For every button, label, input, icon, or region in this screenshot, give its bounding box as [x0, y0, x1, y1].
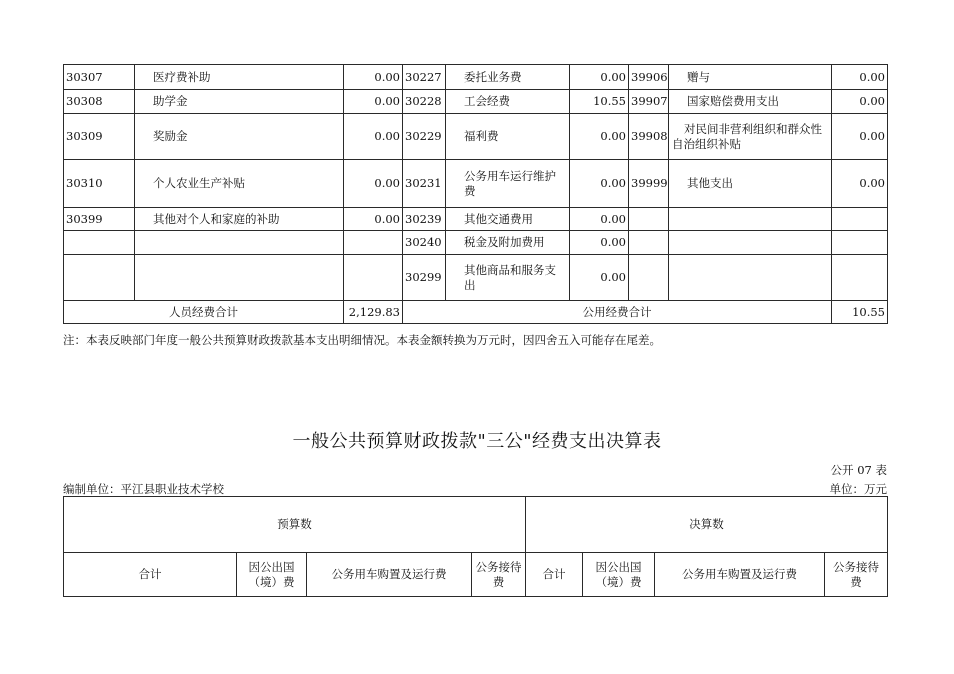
amount: 0.00	[832, 90, 888, 114]
table-row	[64, 208, 888, 231]
economic-code: 30307	[64, 65, 135, 90]
public-total-amount: 10.55	[832, 301, 888, 324]
budget-col-vehicle: 公务用车购置及运行费	[307, 553, 472, 597]
item-name: 委托业务费	[446, 65, 570, 90]
item-name: 其他交通费用	[446, 208, 570, 231]
amount: 0.00	[344, 90, 403, 114]
item-name: 个人农业生产补贴	[135, 160, 344, 208]
amount: 0.00	[832, 114, 888, 160]
final-col-overseas: 因公出国（境）费	[583, 553, 655, 597]
public-total-label: 公用经费合计	[403, 301, 832, 324]
amount	[832, 255, 888, 301]
final-col-total: 合计	[526, 553, 583, 597]
item-name: 奖励金	[135, 114, 344, 160]
item-name: 税金及附加费用	[446, 231, 570, 255]
currency-unit: 单位：万元	[829, 482, 887, 496]
personnel-total-label: 人员经费合计	[64, 301, 344, 324]
subheader-row	[64, 553, 888, 597]
economic-code: 39906	[629, 65, 669, 90]
item-name: 其他支出	[669, 160, 832, 208]
amount: 0.00	[344, 65, 403, 90]
amount: 0.00	[832, 160, 888, 208]
economic-code	[629, 255, 669, 301]
final-col-vehicle: 公务用车购置及运行费	[655, 553, 825, 597]
economic-code: 30399	[64, 208, 135, 231]
item-name: 医疗费补助	[135, 65, 344, 90]
budget-header: 预算数	[64, 497, 526, 553]
item-name	[669, 208, 832, 231]
amount: 0.00	[832, 65, 888, 90]
economic-code: 30308	[64, 90, 135, 114]
item-name	[135, 255, 344, 301]
amount: 0.00	[570, 160, 629, 208]
economic-code: 30228	[403, 90, 446, 114]
economic-code: 30231	[403, 160, 446, 208]
amount: 0.00	[344, 114, 403, 160]
page-title: 一般公共预算财政拨款"三公"经费支出决算表	[292, 431, 662, 452]
table-row	[64, 231, 888, 255]
economic-code: 30310	[64, 160, 135, 208]
economic-code: 39999	[629, 160, 669, 208]
amount: 0.00	[570, 255, 629, 301]
final-col-reception: 公务接待费	[825, 553, 888, 597]
table-row	[64, 160, 888, 208]
item-name: 公务用车运行维护费	[446, 160, 570, 208]
amount: 0.00	[570, 208, 629, 231]
economic-code: 30239	[403, 208, 446, 231]
item-name: 福利费	[446, 114, 570, 160]
table-row	[64, 65, 888, 90]
amount: 0.00	[570, 65, 629, 90]
final-header: 决算数	[526, 497, 888, 553]
amount: 0.00	[570, 231, 629, 255]
table-row	[64, 255, 888, 301]
economic-code	[64, 255, 135, 301]
budget-col-reception: 公务接待费	[472, 553, 526, 597]
basic-expenditure-detail-table	[63, 64, 888, 324]
economic-code: 30240	[403, 231, 446, 255]
item-name	[669, 231, 832, 255]
economic-code: 30229	[403, 114, 446, 160]
item-name: 对民间非营利组织和群众性自治组织补贴	[669, 114, 832, 160]
item-name: 其他商品和服务支出	[446, 255, 570, 301]
totals-row	[64, 301, 888, 324]
personnel-total-amount: 2,129.83	[344, 301, 403, 324]
table-note: 注：本表反映部门年度一般公共预算财政拨款基本支出明细情况。本表金额转换为万元时，因四舍五入可能存在尾差。	[63, 333, 661, 347]
economic-code: 30299	[403, 255, 446, 301]
economic-code: 39907	[629, 90, 669, 114]
amount	[344, 255, 403, 301]
amount: 10.55	[570, 90, 629, 114]
table-row	[64, 90, 888, 114]
amount: 0.00	[570, 114, 629, 160]
item-name: 赠与	[669, 65, 832, 90]
form-number: 公开 07 表	[830, 463, 887, 477]
amount	[832, 208, 888, 231]
budget-col-overseas: 因公出国（境）费	[237, 553, 307, 597]
budget-col-total: 合计	[64, 553, 237, 597]
compiling-unit: 编制单位：平江县职业技术学校	[63, 482, 224, 496]
economic-code: 30227	[403, 65, 446, 90]
amount	[344, 231, 403, 255]
header-row	[64, 497, 888, 553]
economic-code: 39908	[629, 114, 669, 160]
item-name	[135, 231, 344, 255]
item-name: 工会经费	[446, 90, 570, 114]
economic-code	[64, 231, 135, 255]
amount	[832, 231, 888, 255]
table-row	[64, 114, 888, 160]
economic-code	[629, 208, 669, 231]
economic-code	[629, 231, 669, 255]
economic-code: 30309	[64, 114, 135, 160]
item-name: 助学金	[135, 90, 344, 114]
three-public-expenses-table	[63, 496, 888, 597]
amount: 0.00	[344, 160, 403, 208]
item-name	[669, 255, 832, 301]
item-name: 其他对个人和家庭的补助	[135, 208, 344, 231]
item-name: 国家赔偿费用支出	[669, 90, 832, 114]
amount: 0.00	[344, 208, 403, 231]
